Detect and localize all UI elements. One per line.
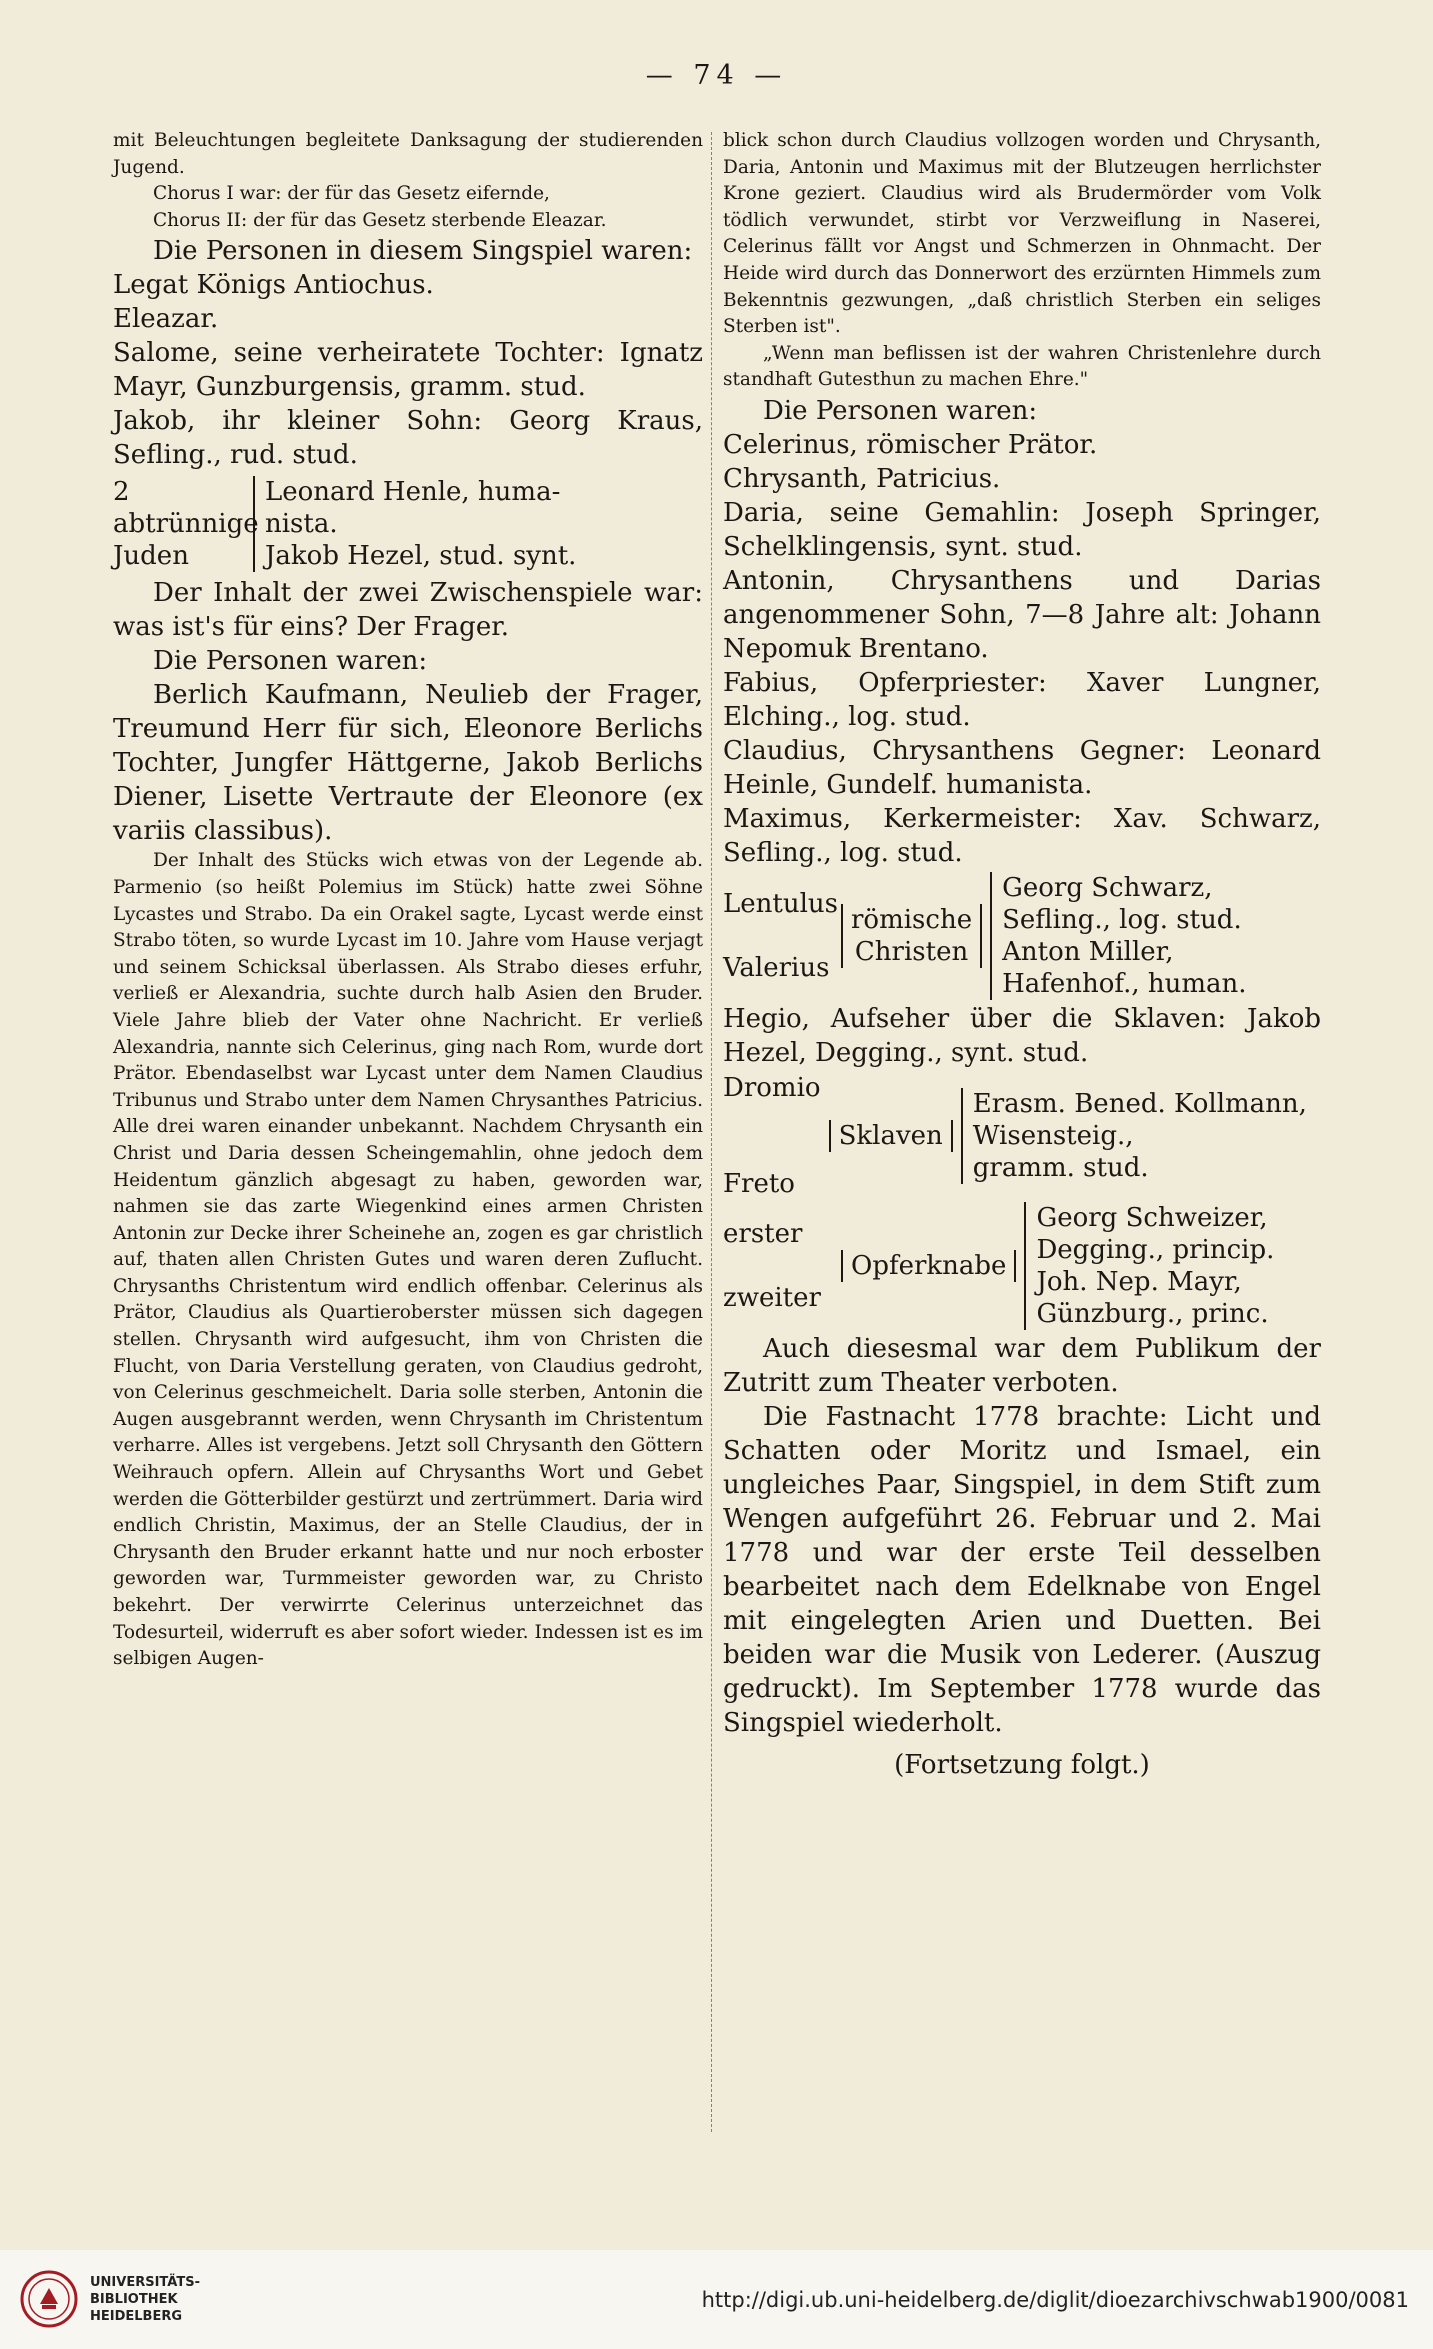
left-paragraph-5: Legat Königs Antiochus. <box>113 270 434 301</box>
cast-bracket-sklaven <box>723 1072 1321 1200</box>
library-name: UNIVERSITÄTS- BIBLIOTHEK HEIDELBERG <box>90 2274 200 2324</box>
bracket-group: Opferknabe <box>841 1250 1016 1282</box>
bracket-role: Dromio Freto <box>723 1072 821 1199</box>
right-paragraph-13: Die Fastnacht 1778 brachte: Licht und Schatten oder Moritz und Ismael, ein ungleiches Paar, Singspiel, in dem Stift zum Wengen aufgeführt 26. Februar und 2. Mai 1778 und war der erste Teil desselben bearbeitet nach dem Edelknabe von Engel mit eingelegten Arien und Duetten. Bei beiden war die Musik von Lederer. (Auszug gedruckt). Im September 1778 wurde das Singspiel wiederholt. <box>723 1401 1321 1738</box>
cast-bracket-opferknabe <box>723 1202 1321 1330</box>
left-paragraph-10: Die Personen waren: <box>153 646 428 677</box>
right-paragraph-3: Die Personen waren: <box>763 395 1038 426</box>
right-paragraph-11: Hegio, Aufseher über die Sklaven: Jakob Hezel, Degging., synt. stud. <box>723 1003 1321 1068</box>
source-url[interactable]: http://digi.ub.uni-heidelberg.de/diglit/dioezarchivschwab1900/0081 <box>701 2288 1409 2312</box>
bracket-cast: Leonard Henle, huma- nista. Jakob Hezel, stud. synt. <box>253 476 576 572</box>
page-number: — 74 — <box>645 60 788 91</box>
left-paragraph-2: Chorus I war: der für das Gesetz eifernde, <box>153 183 550 205</box>
right-paragraph-2: „Wenn man beflissen ist der wahren Christenlehre durch standhaft Gutesthun zu machen Ehre." <box>723 342 1321 391</box>
right-column <box>723 128 1321 1782</box>
left-paragraph-12: Der Inhalt des Stücks wich etwas von der Legende ab. Parmenio (so heißt Polemius im Stück) hatte zwei Söhne Lycastes und Strabo. Da ein Orakel sagte, Lycast werde einst Strabo töten, so wurde Lycast im 10. Jahre vom Hause verjagt und seinem Schicksal überlassen. Als Strabo dieses erfuhr, verließ er Alexandria, suchte durch halb Asien den Bruder. Viele Jahre blieb der Vater ohne Nachricht. Er verließ Alexandria, nannte sich Celerinus, ging nach Rom, wurde dort Prätor. Ebendaselbst war Lycast unter dem Namen Claudius Tribunus und Strabo unter dem Namen Chrysanthes Patricius. Alle drei waren einander unbekannt. Nachdem Chrysanth ein Christ und Daria dessen Scheingemahlin, ohne jedoch dem Heidentum gänzlich abgesagt zu haben, geworden war, nahmen sie das zarte Wiegenkind eines armen Christen Antonin zur Decke ihrer Scheinehe an, zogen es gar christlich auf, thaten allen Christen Gutes und waren deren Zuflucht. Chrysanths Christentum wird endlich offenbar. Celerinus als Prätor, Claudius als Quartieroberster müssen sich dagegen stellen. Chrysanth wird aufgesucht, ihm von Christen die Flucht, von Daria Verstellung geraten, von Claudius gedroht, von Celerinus geschmeichelt. Daria solle sterben, Antonin die Augen ausgebrannt werden, wenn Chrysanth im Christentum verharre. Alles ist vergebens. Jetzt soll Chrysanth den Göttern Weihrauch opfern. Allein auf Chrysanths Wort und Gebet werden die Götterbilder gestürzt und zertrümmert. Daria wird endlich Christin, Maximus, der an Stelle Claudius, der in Chrysanth den Bruder erkannt hatte und nur noch erboster geworden war, Turmmeister geworden war, zu Christo bekehrt. Der verwirrte Celerinus unterzeichnet das Todesurteil, widerruft es aber sofort wieder. Indessen ist es im selbigen Augen- <box>113 850 703 1670</box>
left-paragraph-1: mit Beleuchtungen begleitete Danksagung der studierenden Jugend. <box>113 130 703 178</box>
library-logo <box>20 2270 200 2328</box>
right-paragraph-4: Celerinus, römischer Prätor. <box>723 429 1098 460</box>
library-seal-icon <box>20 2270 78 2328</box>
right-paragraph-1: blick schon durch Claudius vollzogen worden und Chrysanth, Daria, Antonin und Maximus mit der Blutzeugen herrlichster Krone geziert. Claudius wird als Brudermörder vom Volk tödlich verwundet, stirbt vor Verzweiflung in Naserei, Celerinus fällt vor Angst und Schmerzen in Ohnmacht. Der Heide wird durch das Donnerwort des erzürnten Himmels zum Bekenntnis gezwungen, „daß christlich Sterben ein seliges Sterben ist". <box>723 130 1321 338</box>
right-paragraph-10: Maximus, Kerkermeister: Xav. Schwarz, Sefling., log. stud. <box>723 803 1321 868</box>
left-paragraph-11: Berlich Kaufmann, Neulieb der Frager, Treumund Herr für sich, Eleonore Berlichs Tochter, Jungfer Hättgerne, Jakob Berlichs Diener, Lisette Vertraute der Eleonore (ex variis classibus). <box>113 680 703 847</box>
right-paragraph-6: Daria, seine Gemahlin: Joseph Springer, Schelklingensis, synt. stud. <box>723 497 1321 562</box>
bracket-group: Sklaven <box>829 1120 953 1152</box>
bracket-role: 2 abtrünnige Juden <box>113 477 259 572</box>
bracket-cast: Georg Schwarz, Sefling., log. stud. Anton Miller, Hafenhof., human. <box>990 872 1246 1000</box>
left-paragraph-8: Jakob, ihr kleiner Sohn: Georg Kraus, Sefling., rud. stud. <box>113 406 703 471</box>
cast-bracket-juden <box>113 476 703 572</box>
left-paragraph-6: Eleazar. <box>113 304 219 335</box>
bracket-cast: Erasm. Bened. Kollmann, Wisensteig., gramm. stud. <box>961 1088 1321 1184</box>
footer-bar <box>0 2250 1433 2349</box>
bracket-role: erster zweiter <box>723 1218 821 1313</box>
continuation-note: (Fortsetzung folgt.) <box>894 1749 1150 1780</box>
right-paragraph-5: Chrysanth, Patricius. <box>723 463 1001 494</box>
bracket-group: römische Christen <box>841 904 982 968</box>
right-paragraph-9: Claudius, Chrysanthens Gegner: Leonard Heinle, Gundelf. humanista. <box>723 735 1321 800</box>
right-paragraph-7: Antonin, Chrysanthens und Darias angenommener Sohn, 7—8 Jahre alt: Johann Nepomuk Brentano. <box>723 565 1321 664</box>
right-paragraph-8: Fabius, Opferpriester: Xaver Lungner, Elching., log. stud. <box>723 667 1321 732</box>
left-column <box>113 128 703 1673</box>
left-paragraph-4: Die Personen in diesem Singspiel waren: <box>153 236 693 267</box>
bracket-role: Lentulus Valerius <box>723 888 838 983</box>
left-paragraph-3: Chorus II: der für das Gesetz sterbende Eleazar. <box>153 209 607 231</box>
column-divider <box>711 132 712 2132</box>
cast-bracket-christen <box>723 872 1321 1000</box>
left-paragraph-7: Salome, seine verheiratete Tochter: Ignatz Mayr, Gunzburgensis, gramm. stud. <box>113 338 703 403</box>
bracket-cast: Georg Schweizer, Degging., princip. Joh. Nep. Mayr, Günzburg., princ. <box>1024 1202 1274 1330</box>
right-paragraph-12: Auch diesesmal war dem Publikum der Zutritt zum Theater verboten. <box>723 1333 1321 1398</box>
left-paragraph-9: Der Inhalt der zwei Zwischenspiele war: was ist's für eins? Der Frager. <box>113 578 703 643</box>
